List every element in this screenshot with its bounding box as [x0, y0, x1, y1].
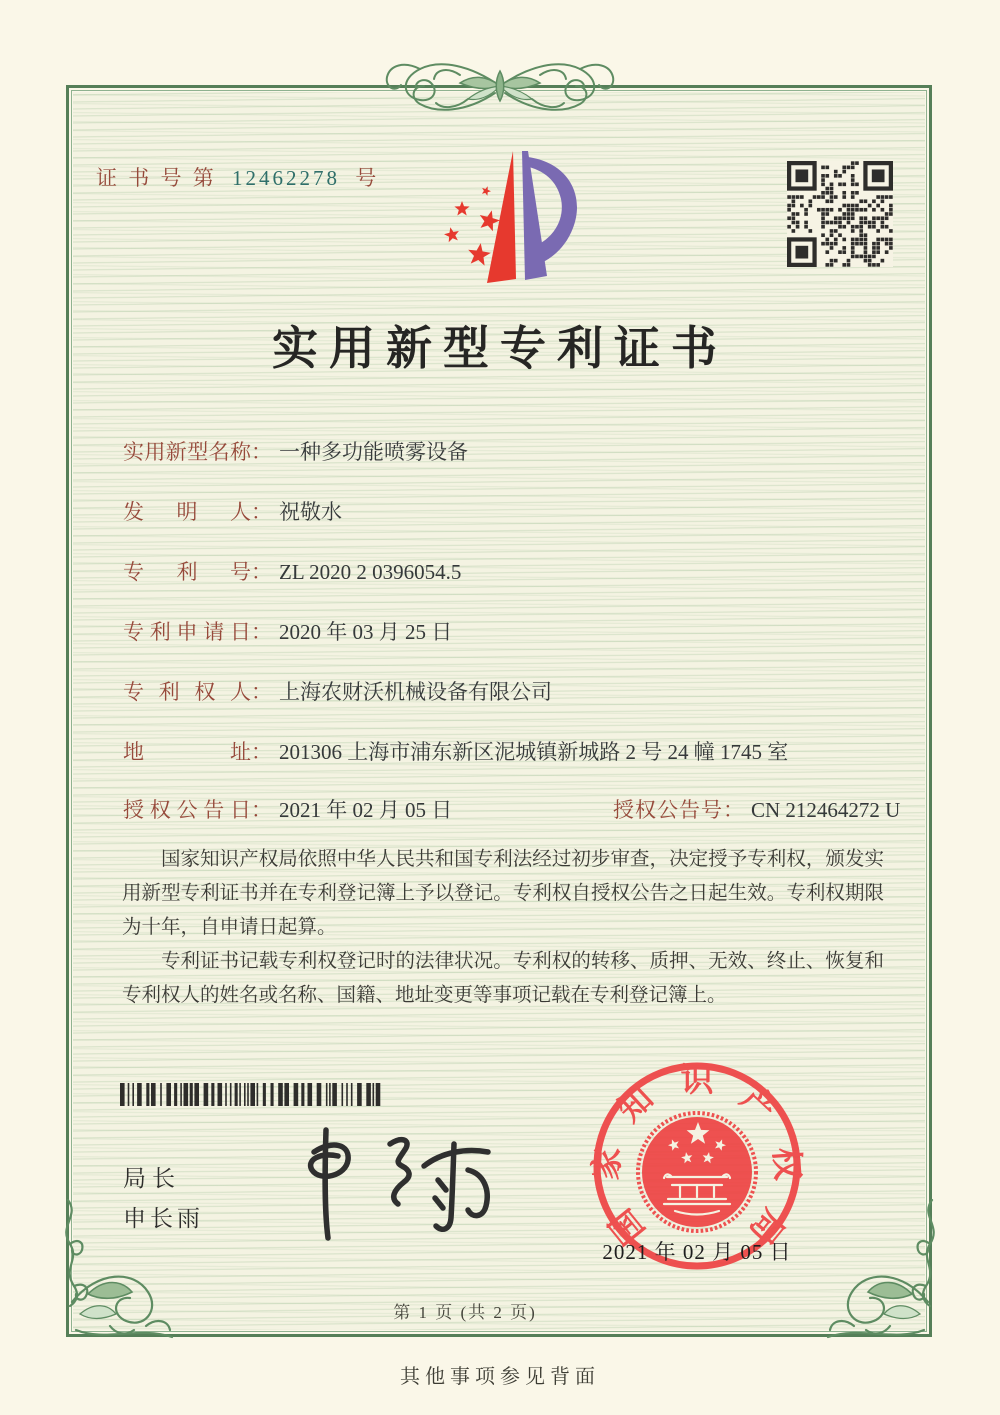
svg-text:家: 家: [587, 1145, 627, 1182]
grant-number-group: [613, 794, 900, 824]
field-colon: ：: [251, 798, 272, 822]
svg-text:权: 权: [767, 1145, 807, 1182]
field-colon: ：: [251, 500, 272, 524]
field-label: 专利权人: [123, 680, 251, 704]
field-row-name: [123, 436, 468, 466]
field-label: 地址: [123, 740, 251, 764]
field-label: 专利号: [123, 560, 251, 584]
svg-text:国: 国: [601, 1202, 652, 1252]
legal-paragraph: 专利证书记载专利权登记时的法律状况。专利权的转移、质押、无效、终止、恢复和专利权人的姓名或名称、国籍、地址变更等事项记载在专利登记簿上。: [122, 951, 884, 1006]
svg-text:局: 局: [742, 1202, 793, 1252]
field-row-address: [123, 736, 788, 766]
certificate-number-line: [96, 162, 379, 192]
field-colon: ：: [251, 560, 272, 584]
bottom-right-corner-ornament-icon: [810, 1198, 950, 1348]
qr-code-icon: [787, 161, 893, 267]
legal-text-block: [122, 843, 884, 1013]
field-row-patent-no: [123, 556, 461, 586]
field-value: 上海农财沃机械设备有限公司: [279, 680, 552, 704]
back-side-note: 其他事项参见背面: [400, 1366, 600, 1388]
field-value: 201306 上海市浦东新区泥城镇新城路 2 号 24 幢 1745 室: [279, 740, 789, 764]
field-row-grant: [123, 794, 923, 824]
field-row-filing-date: [123, 616, 452, 646]
field-row-patentee: [123, 676, 552, 706]
certificate-number: 12462278: [232, 166, 340, 190]
certificate-number-prefix: 证 书 号 第: [96, 166, 217, 190]
field-value: ZL 2020 2 0396054.5: [279, 560, 462, 584]
field-value: CN 212464272 U: [751, 798, 901, 822]
field-value: 2021 年 02 月 05 日: [279, 798, 453, 822]
page-number: 第 1 页 (共 2 页): [393, 1303, 537, 1322]
field-value: 2020 年 03 月 25 日: [279, 620, 453, 644]
certificate-title: 实用新型专利证书: [272, 323, 728, 374]
svg-text:产: 产: [734, 1079, 784, 1129]
field-colon: ：: [251, 440, 272, 464]
handwritten-signature-icon: [262, 1118, 502, 1243]
svg-text:知: 知: [610, 1079, 660, 1129]
field-value: 一种多功能喷雾设备: [279, 440, 468, 464]
barcode-icon: [120, 1083, 382, 1106]
field-label: 发明人: [123, 500, 251, 524]
legal-paragraph: 国家知识产权局依照中华人民共和国专利法经过初步审查，决定授予专利权，颁发实用新型专利证书并在专利登记簿上予以登记。专利权自授权公告之日起生效。专利权期限为十年，自申请日起算。: [122, 849, 884, 938]
field-label: 授权公告号: [613, 798, 723, 822]
field-colon: ：: [251, 680, 272, 704]
commissioner-title: 局长: [123, 1165, 181, 1191]
certificate-number-suffix: 号: [355, 166, 380, 190]
field-label: 专利申请日: [123, 620, 251, 644]
field-value: 祝敬水: [279, 500, 342, 524]
seal-date: 2021 年 02 月 05 日: [602, 1240, 792, 1264]
field-colon: ：: [723, 798, 744, 822]
field-colon: ：: [251, 740, 272, 764]
top-scroll-ornament-icon: [340, 53, 660, 123]
cnipa-logo-icon: [422, 143, 582, 293]
field-label: 实用新型名称: [123, 440, 251, 464]
commissioner-name: 申长雨: [123, 1205, 204, 1231]
svg-text:识: 识: [680, 1061, 714, 1098]
field-label: 授权公告日: [123, 798, 251, 822]
field-colon: ：: [251, 620, 272, 644]
field-row-inventor: [123, 496, 342, 526]
